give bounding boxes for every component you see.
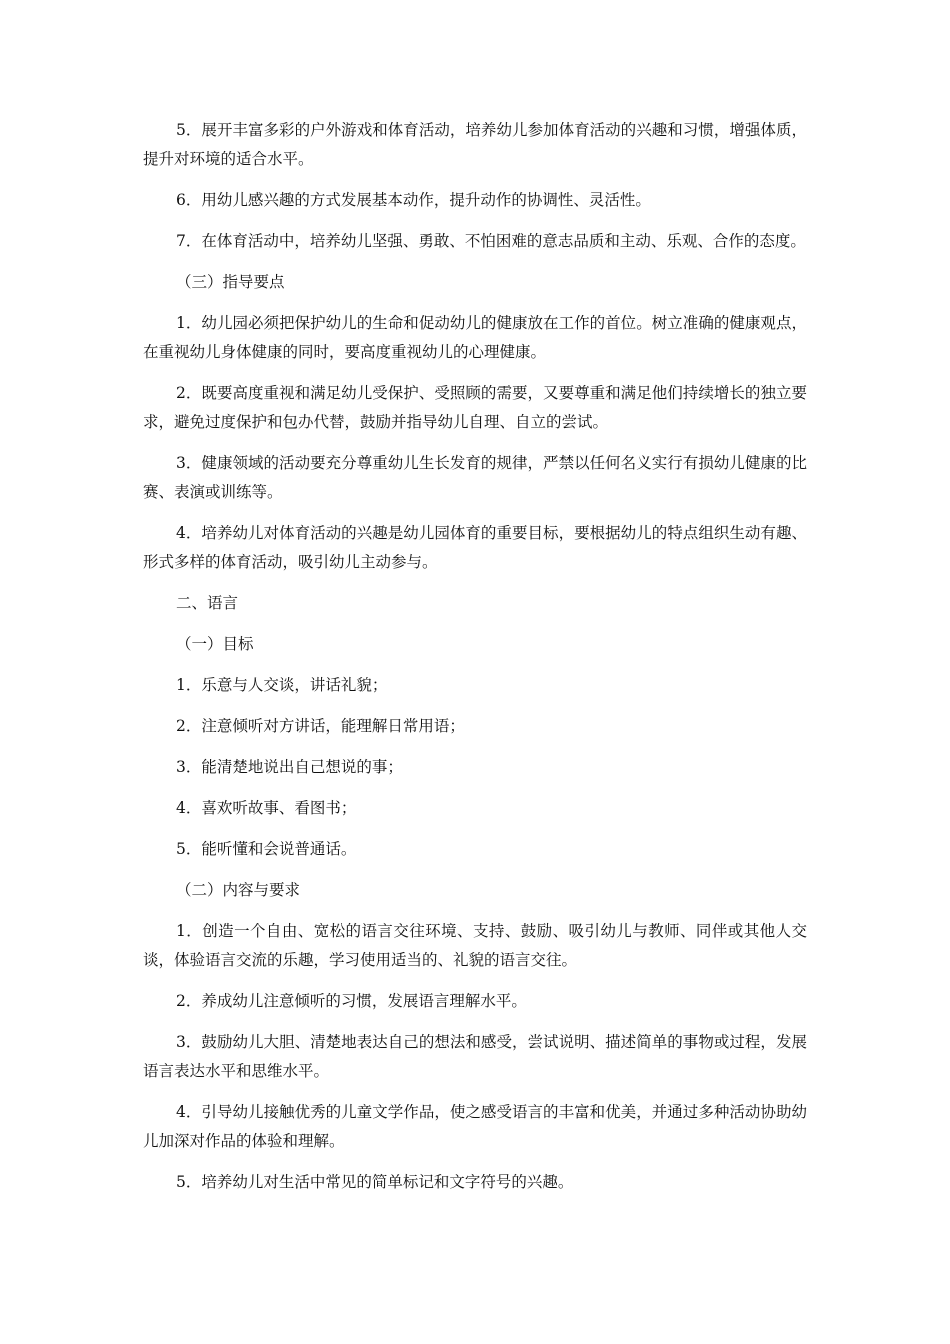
document-page [143,116,807,1209]
list-item-goal-1: 1．乐意与人交谈，讲话礼貌； [176,676,388,694]
list-item-goal-3: 3．能清楚地说出自己想说的事； [176,758,403,776]
section-heading-content: （二）内容与要求 [176,881,301,899]
paragraph-5: 1．幼儿园必须把保护幼儿的生命和促动幼儿的健康放在工作的首位。树立准确的健康观点，在重视幼儿身体健康的同时，要高度重视幼儿的心理健康。 [143,314,807,361]
paragraph-content-5: 5．培养幼儿对生活中常见的简单标记和文字符号的兴趣。 [176,1173,574,1191]
section-heading-goals: （一）目标 [176,635,254,653]
list-item-goal-4: 4．喜欢听故事、看图书； [176,799,357,817]
section-heading-language: 二、语言 [176,594,239,612]
paragraph-6: 2．既要高度重视和满足幼儿受保护、受照顾的需要，又要尊重和满足他们持续增长的独立要求，避免过度保护和包办代替，鼓励并指导幼儿自理、自立的尝试。 [143,384,807,431]
paragraph-3: 7．在体育活动中，培养幼儿坚强、勇敢、不怕困难的意志品质和主动、乐观、合作的态度。 [176,232,806,250]
list-item-goal-2: 2．注意倾听对方讲话，能理解日常用语； [176,717,465,735]
list-item-goal-5: 5．能听懂和会说普通话。 [176,840,357,858]
paragraph-content-1: 1．创造一个自由、宽松的语言交往环境、支持、鼓励、吸引幼儿与教师、同伴或其他人交谈，体验语言交流的乐趣，学习使用适当的、礼貌的语言交往。 [143,922,807,969]
paragraph-1: 5．展开丰富多彩的户外游戏和体育活动，培养幼儿参加体育活动的兴趣和习惯，增强体质，提升对环境的适合水平。 [143,121,807,168]
paragraph-content-3: 3．鼓励幼儿大胆、清楚地表达自己的想法和感受，尝试说明、描述简单的事物或过程，发展语言表达水平和思维水平。 [143,1033,807,1080]
paragraph-content-2: 2．养成幼儿注意倾听的习惯，发展语言理解水平。 [176,992,527,1010]
paragraph-8: 4．培养幼儿对体育活动的兴趣是幼儿园体育的重要目标，要根据幼儿的特点组织生动有趣、形式多样的体育活动，吸引幼儿主动参与。 [143,524,807,571]
paragraph-2: 6．用幼儿感兴趣的方式发展基本动作，提升动作的协调性、灵活性。 [176,191,651,209]
section-heading-guidance: （三）指导要点 [176,273,285,291]
paragraph-7: 3．健康领域的活动要充分尊重幼儿生长发育的规律，严禁以任何名义实行有损幼儿健康的比赛、表演或训练等。 [143,454,807,501]
paragraph-content-4: 4．引导幼儿接触优秀的儿童文学作品，使之感受语言的丰富和优美，并通过多种活动协助幼儿加深对作品的体验和理解。 [143,1103,807,1150]
